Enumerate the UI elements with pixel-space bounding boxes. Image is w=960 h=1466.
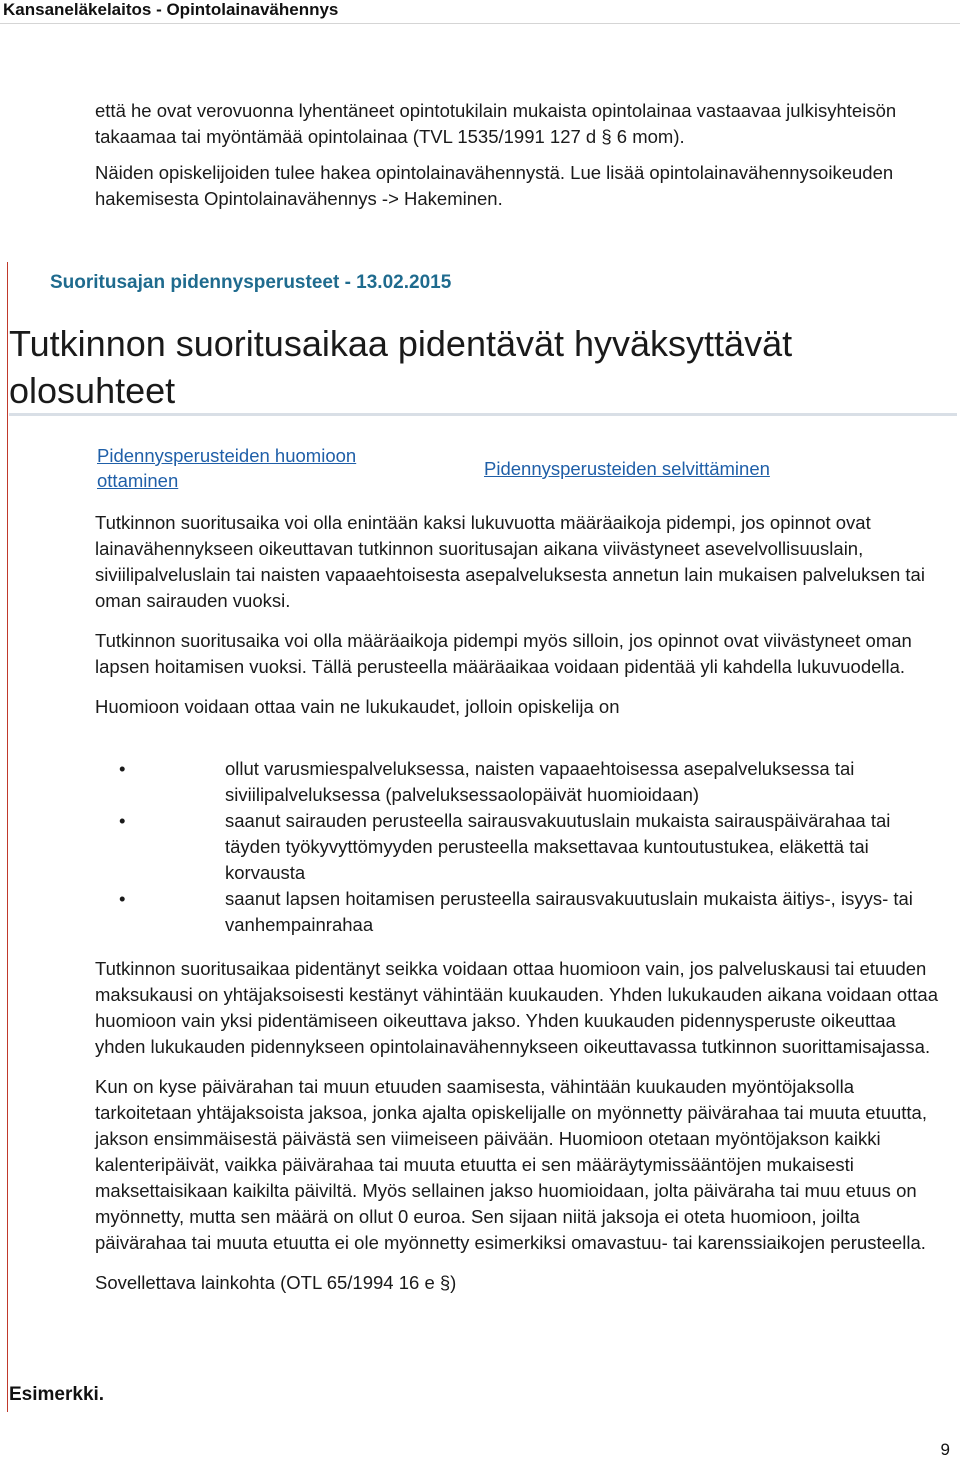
intro-paragraph-1: että he ovat verovuonna lyhentäneet opintotukilain mukaista opintolainaa vastaavaa julkisyhteisön takaamaa tai myöntämää opintolainaa (TVL 1535/1991 127 d § 6 mom).: [95, 100, 897, 147]
bullet-icon: •: [119, 888, 126, 909]
example-label: Esimerkki.: [9, 1384, 105, 1405]
article-body: [95, 510, 945, 1310]
page-header-title: Kansaneläkelaitos - Opintolainavähennys: [3, 0, 339, 19]
criteria-list: [95, 756, 945, 938]
body-paragraph-1: Tutkinnon suoritusaika voi olla enintään kaksi lukuvuotta määräaikoja pidempi, jos opinnot ovat lainavähennykseen oikeuttavan tutkinnon suoritusajan aikana viivästyneet asevelvollisuuslain, siviilipalveluslain tai naisten vapaaehtoisesta asepalveluksesta annetun lain mukaisen palveluksen tai oman sairauden vuoksi.: [95, 512, 925, 611]
body-paragraph-2: Tutkinnon suoritusaika voi olla määräaikoja pidempi myös silloin, jos opinnot ovat viivästyneet oman lapsen hoitamisen vuoksi. Tällä perusteella määräaikaa voidaan pidentää yli kahdella lukuvuodella.: [95, 630, 912, 677]
list-item: [95, 808, 945, 886]
body-paragraph-5: Kun on kyse päivärahan tai muun etuuden saamisesta, vähintään kuukauden myöntöjaksolla tarkoitetaan yhtäjaksoista jaksoa, jonka ajalta opiskelijalle on myönnetty päivärahaa tai muuta etuutta, jakson ensimmäisestä päivästä sen viimeiseen päivään. Huomioon otetaan myöntöjakson kaikki kalenteripäivät, vaikka päivärahaa tai muuta etuutta ei sen määräytymissääntöjen mukaisesti maksettaisikaan kaikilta päiviltä. Myös sellainen jakso huomioidaan, jolta päiväraha tai muu etuus on myönnetty, mutta sen määrä on ollut 0 euroa. Sen sijaan niitä jaksoja ei oteta huomioon, joilta päivärahaa tai muuta etuutta ei ole myönnetty esimerkiksi omavastuu- tai karenssiaikojen perusteella.: [95, 1076, 927, 1253]
body-paragraph-3: Huomioon voidaan ottaa vain ne lukukaudet, jolloin opiskelija on: [95, 696, 620, 717]
list-item: [95, 886, 945, 938]
list-item-text: saanut lapsen hoitamisen perusteella sairausvakuutuslain mukaista äitiys-, isyys- tai vanhempainrahaa: [225, 888, 913, 935]
bullet-icon: •: [119, 758, 126, 779]
intro-section: [95, 98, 935, 222]
section-left-border: [7, 262, 8, 1412]
section-date-heading: Suoritusajan pidennysperusteet - 13.02.2015: [50, 272, 452, 293]
page-title: Tutkinnon suoritusaikaa pidentävät hyväksyttävät olosuhteet: [9, 323, 793, 411]
page-number: 9: [940, 1440, 950, 1459]
list-item-text: saanut sairauden perusteella sairausvakuutuslain mukaista sairauspäivärahaa tai täyden työkyvyttömyyden perusteella maksettavaa kuntoutustukea, eläkettä tai korvausta: [225, 810, 891, 883]
header-divider: [0, 23, 960, 24]
title-divider: [9, 413, 957, 416]
law-reference: Sovellettava lainkohta (OTL 65/1994 16 e §): [95, 1272, 457, 1293]
body-paragraph-4: Tutkinnon suoritusaikaa pidentänyt seikka voidaan ottaa huomioon vain, jos palveluskausi tai etuuden maksukausi on yhtäjaksoisesti kestänyt vähintään kuukauden. Yhden lukukauden aikana voidaan ottaa huomioon vain yksi pidentämiseen oikeuttava jakso. Yhden kuukauden pidennysperuste oikeuttaa yhden lukukauden pidennykseen opintolainavähennykseen oikeuttavassa tutkinnon suorittamisajassa.: [95, 958, 939, 1057]
list-item-text: ollut varusmiespalveluksessa, naisten vapaaehtoisessa asepalveluksessa tai siviilipalveluksessa (palveluksessaolopäivät huomioidaan): [225, 758, 855, 805]
tab-pidennysperusteiden-selvittaminen[interactable]: Pidennysperusteiden selvittäminen: [484, 458, 770, 479]
intro-paragraph-2: Näiden opiskelijoiden tulee hakea opintolainavähennystä. Lue lisää opintolainavähennysoikeuden hakemisesta Opintolainavähennys -> Hakeminen.: [95, 162, 894, 209]
bullet-icon: •: [119, 810, 126, 831]
tab-pidennysperusteiden-huomioon-ottaminen[interactable]: Pidennysperusteiden huomioon ottaminen: [97, 445, 357, 491]
list-item: [95, 756, 945, 808]
